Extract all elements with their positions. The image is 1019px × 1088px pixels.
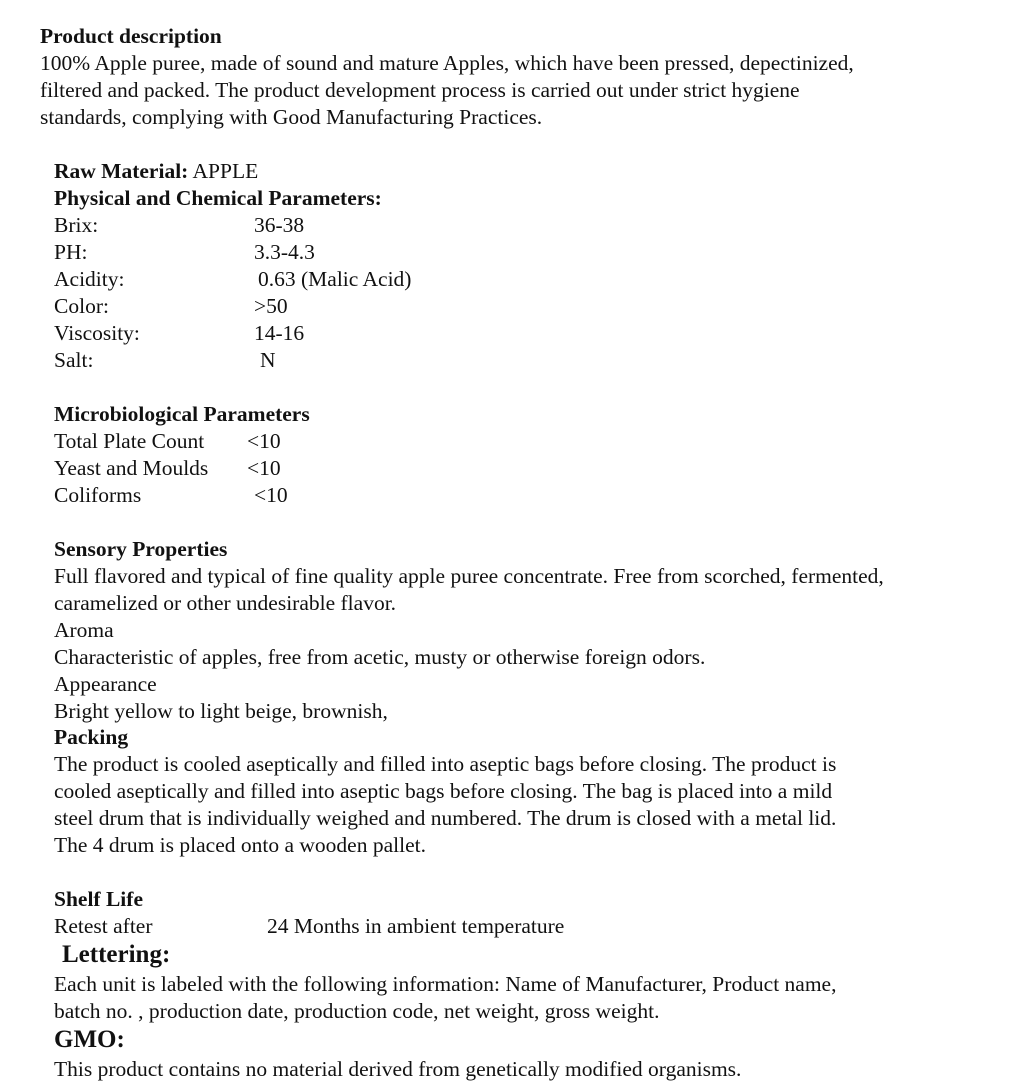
param-label-brix: Brix: <box>54 213 99 237</box>
aroma-label: Aroma <box>54 618 114 642</box>
packing-line-3: steel drum that is individually weighed and numbered. The drum is closed with a metal lid. <box>54 806 837 830</box>
product-description-line-3: standards, complying with Good Manufacturing Practices. <box>40 105 543 129</box>
param-value-color: >50 <box>254 294 288 318</box>
raw-material-label: Raw Material: <box>54 159 189 183</box>
param-value-salt: N <box>260 348 276 372</box>
product-description-line-2: filtered and packed. The product development process is carried out under strict hygiene <box>40 78 800 102</box>
micro-value-yeast-moulds: <10 <box>247 456 281 480</box>
micro-label-total-plate-count: Total Plate Count <box>54 429 205 453</box>
microbiological-heading: Microbiological Parameters <box>54 402 310 426</box>
appearance-text: Bright yellow to light beige, brownish, <box>54 699 388 723</box>
packing-line-1: The product is cooled aseptically and filled into aseptic bags before closing. The product is <box>54 752 837 776</box>
param-value-acidity: 0.63 (Malic Acid) <box>258 267 412 291</box>
shelf-life-heading: Shelf Life <box>54 887 143 911</box>
param-value-ph: 3.3-4.3 <box>254 240 315 264</box>
param-label-color: Color: <box>54 294 109 318</box>
shelf-life-label: Retest after <box>54 914 153 938</box>
sensory-heading: Sensory Properties <box>54 537 228 561</box>
param-label-acidity: Acidity: <box>54 267 125 291</box>
product-description-heading: Product description <box>40 24 222 48</box>
raw-material-value: APPLE <box>192 159 259 183</box>
packing-line-4: The 4 drum is placed onto a wooden pallet. <box>54 833 426 857</box>
param-label-viscosity: Viscosity: <box>54 321 140 345</box>
gmo-text: This product contains no material derived from genetically modified organisms. <box>54 1057 742 1081</box>
shelf-life-value: 24 Months in ambient temperature <box>267 914 565 938</box>
micro-label-coliforms: Coliforms <box>54 483 142 507</box>
raw-material-row <box>54 158 258 185</box>
sensory-line-1: Full flavored and typical of fine quality apple puree concentrate. Free from scorched, fermented, <box>54 564 884 588</box>
physical-chemical-heading: Physical and Chemical Parameters: <box>54 186 382 210</box>
appearance-label: Appearance <box>54 672 157 696</box>
aroma-text: Characteristic of apples, free from acetic, musty or otherwise foreign odors. <box>54 645 706 669</box>
micro-value-total-plate-count: <10 <box>247 429 281 453</box>
micro-label-yeast-moulds: Yeast and Moulds <box>54 456 209 480</box>
product-description-line-1: 100% Apple puree, made of sound and mature Apples, which have been pressed, depectinized, <box>40 51 854 75</box>
param-value-brix: 36-38 <box>254 213 305 237</box>
param-label-ph: PH: <box>54 240 88 264</box>
sensory-line-2: caramelized or other undesirable flavor. <box>54 591 397 615</box>
lettering-heading: Lettering: <box>62 941 171 968</box>
packing-line-2: cooled aseptically and filled into aseptic bags before closing. The bag is placed into a mild <box>54 779 833 803</box>
micro-value-coliforms: <10 <box>254 483 288 507</box>
param-value-viscosity: 14-16 <box>254 321 305 345</box>
param-label-salt: Salt: <box>54 348 94 372</box>
lettering-line-1: Each unit is labeled with the following information: Name of Manufacturer, Product name, <box>54 972 837 996</box>
lettering-line-2: batch no. , production date, production code, net weight, gross weight. <box>54 999 660 1023</box>
packing-heading: Packing <box>54 725 129 749</box>
gmo-heading: GMO: <box>54 1026 125 1053</box>
